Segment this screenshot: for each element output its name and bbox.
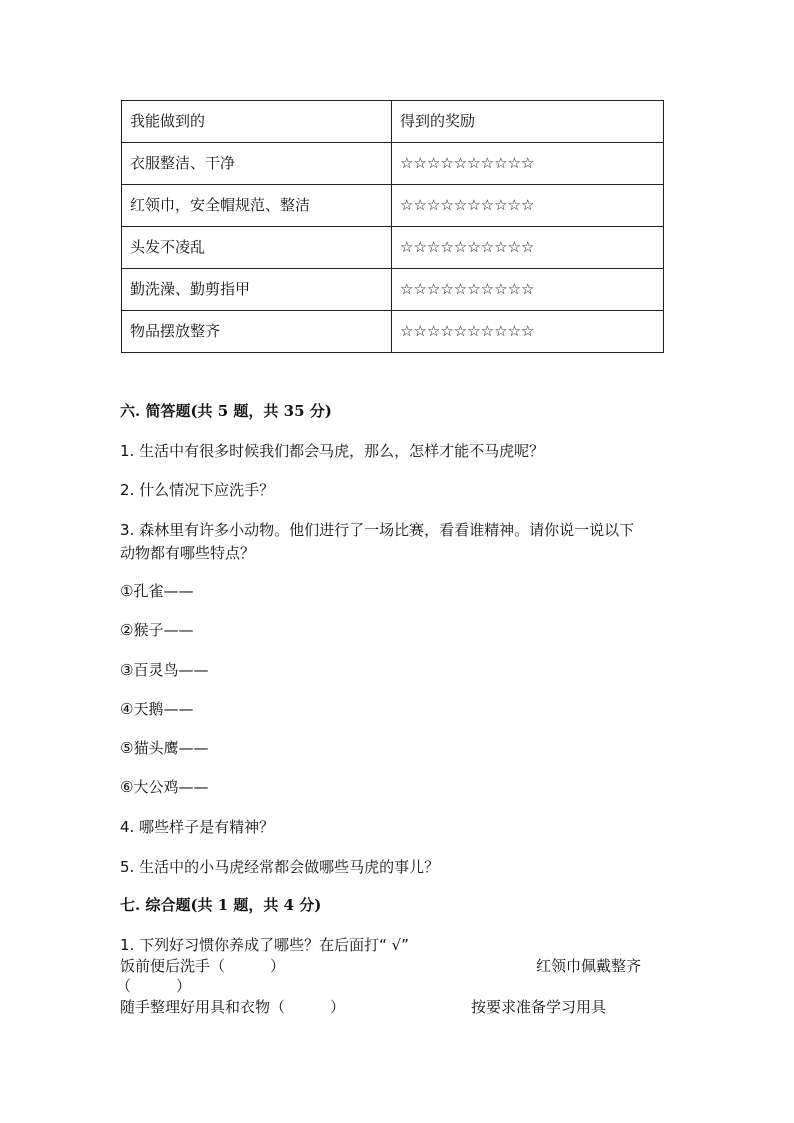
table-row xyxy=(122,185,664,227)
table-header-cell: 得到的奖励 xyxy=(392,101,664,143)
habit-item: 饭前便后洗手（ ） xyxy=(120,957,286,975)
table-header-cell: 我能做到的 xyxy=(122,101,392,143)
table-header-row xyxy=(122,101,664,143)
table-cell-stars: ☆☆☆☆☆☆☆☆☆☆ xyxy=(392,185,664,227)
table-cell-item: 物品摆放整齐 xyxy=(122,311,392,353)
question-5: 5. 生活中的小马虎经常都会做哪些马虎的事儿？ xyxy=(120,858,440,876)
habit-item: 红领巾佩戴整齐 xyxy=(536,957,642,975)
table-cell-stars: ☆☆☆☆☆☆☆☆☆☆ xyxy=(392,143,664,185)
animal-item: ①孔雀—— xyxy=(120,582,194,600)
table-cell-stars: ☆☆☆☆☆☆☆☆☆☆ xyxy=(392,269,664,311)
table-cell-item: 衣服整洁、干净 xyxy=(122,143,392,185)
table-row xyxy=(122,143,664,185)
section6-title: 六. 简答题(共 5 题，共 35 分) xyxy=(120,402,332,420)
habit-item: 按要求准备学习用具 xyxy=(471,998,607,1016)
habit-item: 随手整理好用具和衣物（ ） xyxy=(120,998,346,1016)
table-cell-item: 红领巾，安全帽规范、整洁 xyxy=(122,185,392,227)
table-cell-stars: ☆☆☆☆☆☆☆☆☆☆ xyxy=(392,311,664,353)
animal-item: ②猴子—— xyxy=(120,621,194,639)
table-cell-item: 勤洗澡、勤剪指甲 xyxy=(122,269,392,311)
question-2: 2. 什么情况下应洗手？ xyxy=(120,481,275,499)
table-cell-stars: ☆☆☆☆☆☆☆☆☆☆ xyxy=(392,227,664,269)
animal-item: ⑤猫头鹰—— xyxy=(120,739,209,757)
table-row xyxy=(122,227,664,269)
question-1: 1. 生活中有很多时候我们都会马虎，那么，怎样才能不马虎呢？ xyxy=(120,442,545,460)
table-row xyxy=(122,269,664,311)
section7-question-1: 1. 下列好习惯你养成了哪些？在后面打“ √” xyxy=(120,936,409,954)
habit-answer-paren: （ ） xyxy=(116,977,192,995)
reward-table xyxy=(121,100,664,353)
section7-title: 七. 综合题(共 1 题，共 4 分) xyxy=(120,896,322,914)
question-3-line1: 3. 森林里有许多小动物。他们进行了一场比赛，看看谁精神。请你说一说以下 xyxy=(120,521,635,539)
table-row xyxy=(122,311,664,353)
question-3-line2: 动物都有哪些特点？ xyxy=(120,544,256,562)
question-4: 4. 哪些样子是有精神？ xyxy=(120,818,275,836)
animal-item: ④天鹅—— xyxy=(120,700,194,718)
animal-item: ⑥大公鸡—— xyxy=(120,778,209,796)
animal-item: ③百灵鸟—— xyxy=(120,661,209,679)
table-cell-item: 头发不凌乱 xyxy=(122,227,392,269)
